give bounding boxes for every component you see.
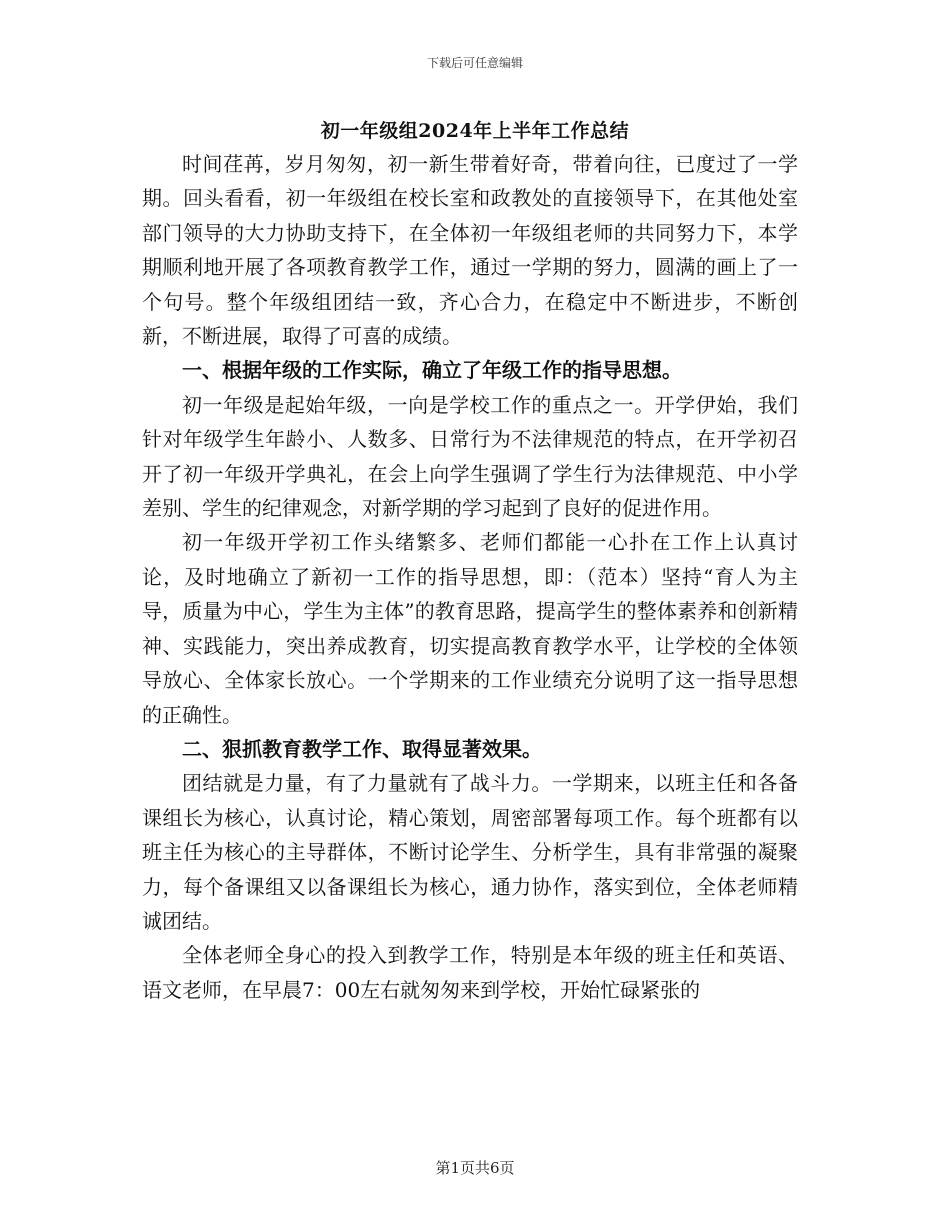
page-number: 第1页共6页: [435, 1159, 515, 1177]
section-heading-2: 二、狠抓教育教学工作、取得显著效果。: [182, 736, 542, 761]
document-title: 初一年级组2024年上半年工作总结: [320, 120, 630, 142]
paragraph-section2-a: 团结就是力量，有了力量就有了战斗力。一学期来，以班主任和各备课组长为核心，认真讨论，精心策划，周密部署每项工作。每个班都有以班主任为核心的主导群体，不断讨论学生、分析学生，具有非常强的凝聚力，每个备课组又以备课组长为核心，通力协作，落实到位，全体老师精诚团结。: [142, 771, 798, 933]
header-note: 下载后可任意编辑: [426, 56, 523, 70]
paragraph-intro: 时间荏苒，岁月匆匆，初一新生带着好奇，带着向往，已度过了一学期。回头看看，初一年级组在校长室和政教处的直接领导下，在其他处室部门领导的大力协助支持下，在全体初一年级组老师的共同努力下，本学期顺利地开展了各项教育教学工作，通过一学期的努力，圆满的画上了一个句号。整个年级组团结一致，齐心合力，在稳定中不断进步，不断创新，不断进展，取得了可喜的成绩。: [142, 152, 798, 349]
paragraph-section1-b: 初一年级开学初工作头绪繁多、老师们都能一心扑在工作上认真讨论，及时地确立了新初一工作的指导思想，即：（范本）坚持“育人为主导，质量为中心，学生为主体”的教育思路，提高学生的整体素养和创新精神、实践能力，突出养成教育，切实提高教育教学水平，让学校的全体领导放心、全体家长放心。一个学期来的工作业绩充分说明了这一指导思想的正确性。: [142, 530, 798, 727]
paragraph-section2-b: 全体老师全身心的投入到教学工作，特别是本年级的班主任和英语、语文老师，在早晨7：00左右就匆匆来到学校，开始忙碌紧张的: [142, 943, 798, 1002]
paragraph-section1-a: 初一年级是起始年级，一向是学校工作的重点之一。开学伊始，我们针对年级学生年龄小、人数多、日常行为不法律规范的特点，在开学初召开了初一年级开学典礼，在会上向学生强调了学生行为法律规范、中小学差别、学生的纪律观念，对新学期的学习起到了良好的促进作用。: [142, 392, 798, 521]
document-body: [142, 147, 798, 1007]
section-heading-1: 一、根据年级的工作实际，确立了年级工作的指导思想。: [182, 358, 682, 383]
